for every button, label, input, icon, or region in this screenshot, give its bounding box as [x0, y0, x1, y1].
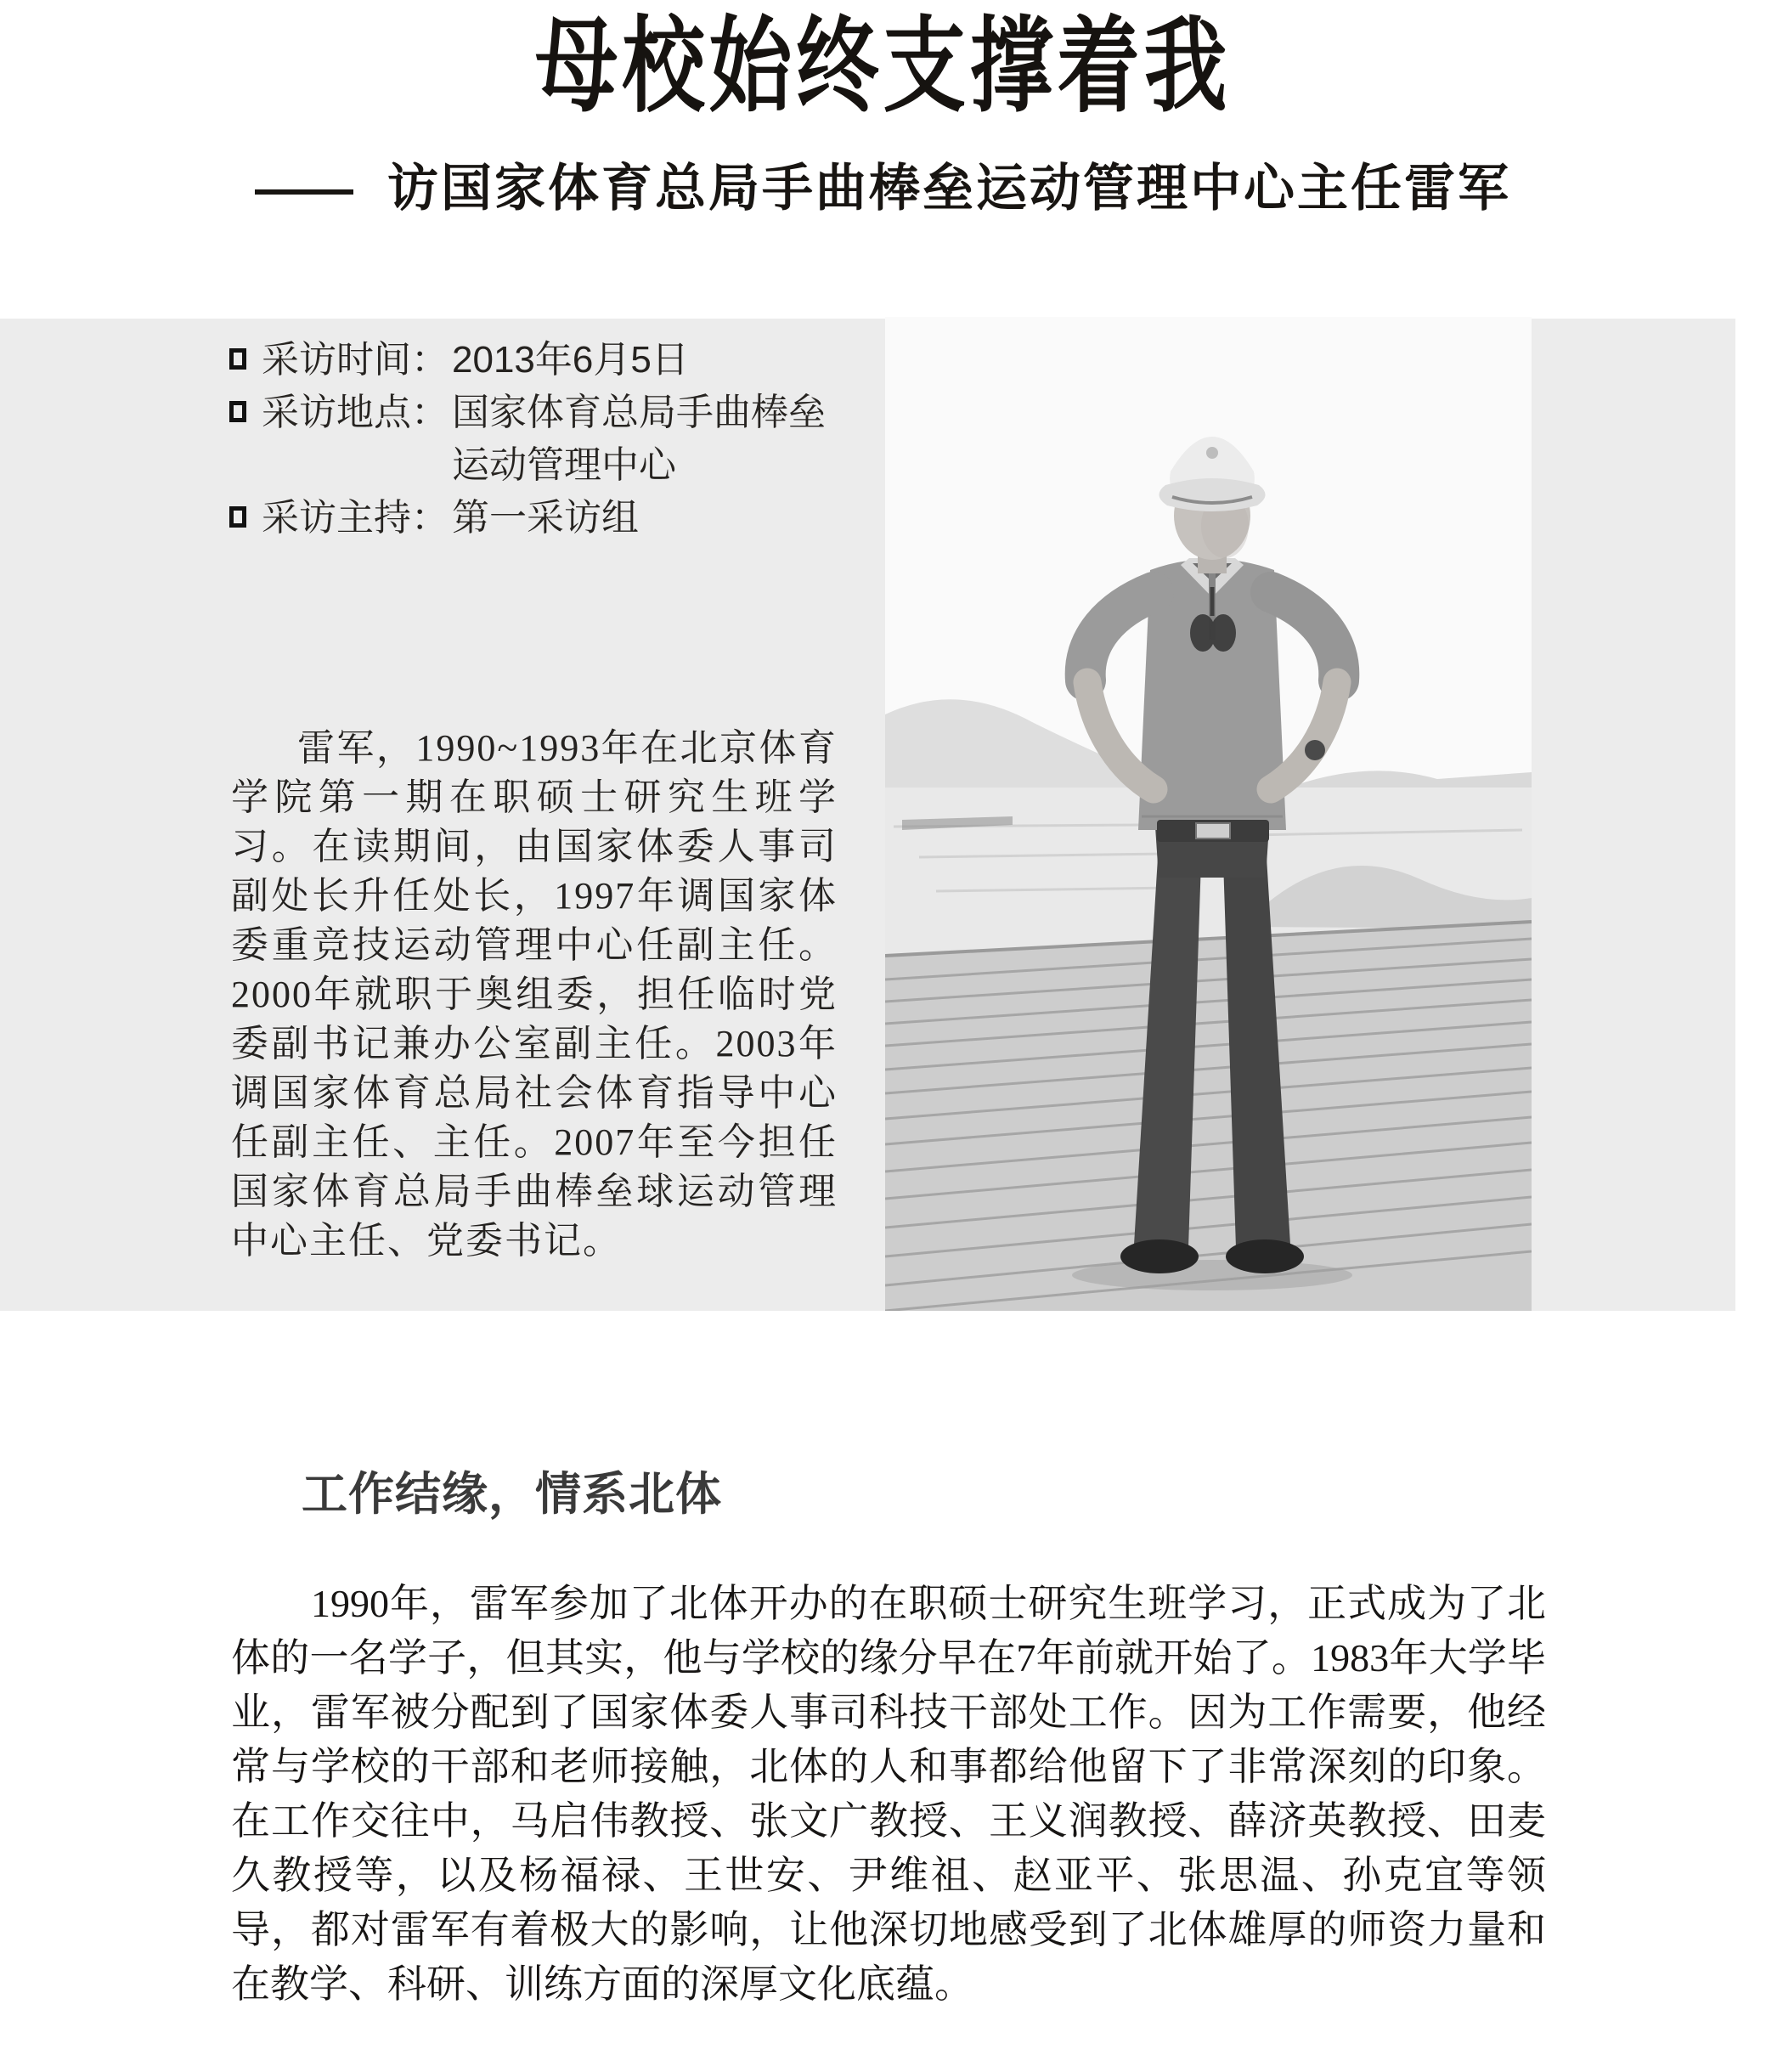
body-paragraph: 1990年，雷军参加了北体开办的在职硕士研究生班学习，正式成为了北体的一名学子，但其实，他与学校的缘分早在7年前就开始了。1983年大学毕业，雷军被分配到了国家体委人事司科技干部处工作。因为工作需要，他经常与学校的干部和老师接触，北体的人和事都给他留下了非常深刻的印象。在工作交往中，马启伟教授、张文广教授、王义润教授、薛济英教授、田麦久教授等，以及杨福禄、王世安、尹维祖、赵亚平、张思温、孙克宜等领导，都对雷军有着极大的影响，让他深切地感受到了北体雄厚的师资力量和在教学、科研、训练方面的深厚文化底蕴。: [231, 1582, 1546, 2006]
meta-colon: ：: [411, 497, 449, 539]
photo-left-shoe: [1120, 1239, 1199, 1273]
page-subtitle: [0, 150, 1766, 228]
meta-label: [262, 387, 452, 439]
meta-value: 第一采访组: [452, 497, 639, 539]
photo-belt-buckle: [1196, 823, 1230, 838]
meta-colon: ：: [411, 392, 449, 433]
meta-label: [262, 334, 452, 387]
meta-colon: ：: [411, 339, 449, 381]
meta-label: [262, 492, 452, 545]
square-bullet-icon: [229, 348, 246, 370]
interview-meta-list: [229, 334, 861, 545]
page-title: 母校始终支撑着我: [534, 10, 1232, 125]
subtitle-text: 访国家体育总局手曲棒垒运动管理中心主任雷军: [387, 160, 1511, 217]
square-bullet-icon: [229, 506, 246, 528]
photo-cap-logo: [1206, 447, 1218, 459]
photo-right-shoe: [1226, 1239, 1304, 1273]
meta-label-text: 采访时间: [262, 339, 411, 381]
meta-row-place: [229, 387, 861, 492]
meta-label-text: 采访地点: [262, 392, 411, 433]
interviewee-photo: [885, 317, 1532, 1311]
section-heading: 工作结缘，情系北体: [302, 1469, 722, 1520]
meta-label-text: 采访主持: [262, 497, 411, 539]
meta-row-host: [229, 492, 861, 545]
meta-value: 2013年6月5日: [452, 339, 689, 381]
photo-illustration: [885, 317, 1532, 1311]
bio-paragraph: 雷军，1990~1993年在北京体育学院第一期在职硕士研究生班学习。在读期间，由国家体委人事司副处长升任处长，1997年调国家体委重竞技运动管理中心任副主任。2000年就职于奥组委，担任临时党委副书记兼办公室副主任。2003年调国家体育总局社会体育指导中心任副主任、主任。2007年至今担任国家体育总局手曲棒垒球运动管理中心主任、党委书记。: [231, 727, 838, 1262]
photo-cap-brim: [1159, 478, 1265, 511]
subtitle-dash: ——: [255, 160, 350, 217]
body-paragraph-block: [231, 1577, 1546, 2012]
bio-paragraph-block: [231, 724, 838, 1266]
photo-figure-shadow: [1072, 1260, 1352, 1290]
meta-row-time: [229, 334, 861, 387]
photo-watch: [1305, 740, 1325, 760]
square-bullet-icon: [229, 401, 246, 422]
meta-value: 国家体育总局手曲棒垒运动管理中心: [452, 392, 826, 486]
